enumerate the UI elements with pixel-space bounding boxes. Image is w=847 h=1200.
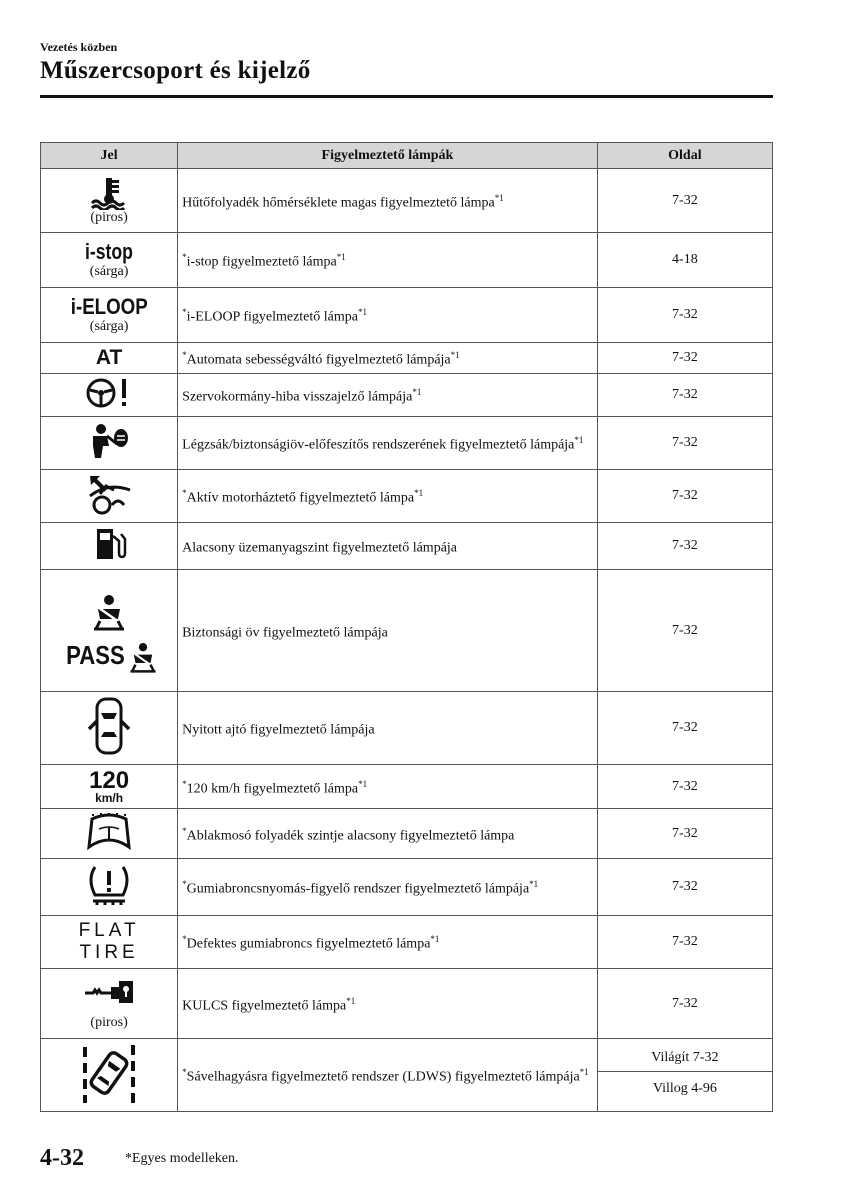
light-description: KULCS figyelmeztető lámpa (182, 998, 347, 1014)
i-stop-icon: i-stop (85, 239, 134, 264)
light-description: Automata sebességváltó figyelmeztető lámpája (186, 352, 451, 368)
light-description: i-ELOOP figyelmeztető lámpa (186, 309, 358, 325)
passenger-seatbelt-icon (128, 641, 158, 675)
lane-departure-icon (79, 1041, 139, 1105)
table-row: AT *Automata sebességváltó figyelmeztető lámpája$^{*1}$ 7-32 (41, 343, 773, 374)
table-row: Légzsák/biztonságiöv-előfeszítős rendszerének figyelmeztető lámpája$^{*1}$ 7-32 (41, 417, 773, 470)
passenger-seatbelt-icon: PASS (65, 639, 125, 670)
title-rule (40, 95, 773, 98)
color-note: (piros) (90, 1014, 128, 1030)
power-steering-icon (84, 376, 134, 410)
color-note: (sárga) (89, 319, 129, 334)
washer-fluid-icon (83, 811, 135, 851)
table-header-row (41, 143, 773, 169)
page-ref: 7-32 (597, 417, 772, 470)
page-number: 4-32 (40, 1145, 84, 1171)
page-ref: 7-32 (597, 859, 772, 916)
flat-tire-subtext: TIRE (79, 942, 139, 963)
table-row: FLAT TIRE *Defektes gumiabroncs figyelmeztető lámpa$^{*1}$ 7-32 (41, 916, 773, 969)
table-row: (piros) Hűtőfolyadék hőmérséklete magas figyelmeztető lámpa$^{*1}$ 7-32 (41, 169, 773, 233)
page-ref: 7-32 (597, 809, 772, 859)
header-lights: Figyelmeztető lámpák (178, 143, 598, 169)
page-ref: 4-18 (597, 233, 772, 288)
header-page: Oldal (597, 143, 772, 169)
page-ref: 7-32 (597, 570, 772, 692)
table-row: i-stop (sárga) *i-stop figyelmeztető lámpa$^{*1}$ 4-18 (41, 233, 773, 288)
page-ref: 7-32 (597, 169, 772, 233)
table-row (41, 570, 773, 692)
page-title: Műszercsoport és kijelző (40, 57, 311, 84)
light-description: Légzsák/biztonságiöv-előfeszítős rendszerének figyelmeztető lámpája (182, 437, 575, 453)
page-ref: 7-32 (597, 765, 772, 809)
page-ref-flash: Villog 4-96 (652, 1081, 717, 1096)
page-ref: 7-32 (597, 969, 772, 1039)
table-row (41, 692, 773, 765)
light-description: Gumiabroncsnyomás-figyelő rendszer figyelmeztető lámpája (186, 881, 530, 897)
page-ref: 7-32 (597, 470, 772, 523)
light-description: 120 km/h figyelmeztető lámpa (186, 781, 359, 797)
flat-tire-icon: FLAT (78, 920, 140, 941)
light-description: Biztonsági öv figyelmeztető lámpája (182, 625, 388, 641)
airbag-icon (87, 422, 131, 460)
page-ref: 7-32 (597, 692, 772, 765)
light-description: Defektes gumiabroncs figyelmeztető lámpa (186, 936, 431, 952)
active-bonnet-icon (84, 472, 134, 516)
table-row: 120 km/h *120 km/h figyelmeztető lámpa$^{*1}$ 7-32 (41, 765, 773, 809)
page-ref: 7-32 (597, 374, 772, 417)
seatbelt-icon (91, 593, 127, 633)
table-row: *Aktív motorháztető figyelmeztető lámpa$^{*1}$ 7-32 (41, 470, 773, 523)
page-ref: 7-32 (597, 288, 772, 343)
light-description: Ablakmosó folyadék szintje alacsony figyelmeztető lámpa (186, 828, 515, 844)
door-open-icon (86, 695, 132, 757)
automatic-transmission-icon: AT (95, 346, 123, 369)
speed-unit-label: km/h (95, 790, 124, 805)
light-description: Szervokormány-hiba visszajelző lámpája (182, 389, 413, 405)
light-description: Hűtőfolyadék hőmérséklete magas figyelmeztető lámpa (182, 195, 495, 211)
tire-pressure-icon (83, 861, 135, 909)
header-jel: Jel (41, 143, 178, 169)
page-ref: 7-32 (597, 523, 772, 570)
page-ref: 7-32 (597, 343, 772, 374)
light-description: Sávelhagyásra figyelmeztető rendszer (LDWS) figyelmeztető lámpája (186, 1069, 580, 1085)
page-ref: 7-32 (597, 916, 772, 969)
light-description: Aktív motorháztető figyelmeztető lámpa (186, 490, 415, 506)
table-row: Szervokormány-hiba visszajelző lámpája$^{*1}$ 7-32 (41, 374, 773, 417)
table-row: *Gumiabroncsnyomás-figyelő rendszer figyelmeztető lámpája$^{*1}$ 7-32 (41, 859, 773, 916)
table-row: *Ablakmosó folyadék szintje alacsony figyelmeztető lámpa 7-32 (41, 809, 773, 859)
key-icon (81, 977, 137, 1007)
color-note: (piros) (90, 209, 128, 225)
table-row (41, 523, 773, 570)
warning-lights-table (40, 142, 773, 1112)
footnote: *Egyes modelleken. (125, 1151, 239, 1166)
speed-120-icon: 120 (89, 766, 130, 794)
light-description: Alacsony üzemanyagszint figyelmeztető lámpája (182, 540, 458, 556)
table-row: (piros) KULCS figyelmeztető lámpa$^{*1}$ 7-32 (41, 969, 773, 1039)
fuel-pump-icon (91, 526, 127, 562)
coolant-temperature-icon (89, 176, 129, 210)
color-note: (sárga) (89, 264, 129, 279)
page-ref-on: Világít 7-32 (598, 1044, 772, 1072)
i-eloop-icon: i-ELOOP (70, 294, 148, 319)
light-description: Nyitott ajtó figyelmeztető lámpája (182, 722, 375, 738)
table-row: i-ELOOP (sárga) *i-ELOOP figyelmeztető lámpa$^{*1}$ 7-32 (41, 288, 773, 343)
table-row: *Sávelhagyásra figyelmeztető rendszer (LDWS) figyelmeztető lámpája$^{*1}$ Világít 7-32 Villog 4-96 (41, 1039, 773, 1112)
light-description: i-stop figyelmeztető lámpa (186, 254, 337, 270)
section-label: Vezetés közben (40, 40, 118, 54)
